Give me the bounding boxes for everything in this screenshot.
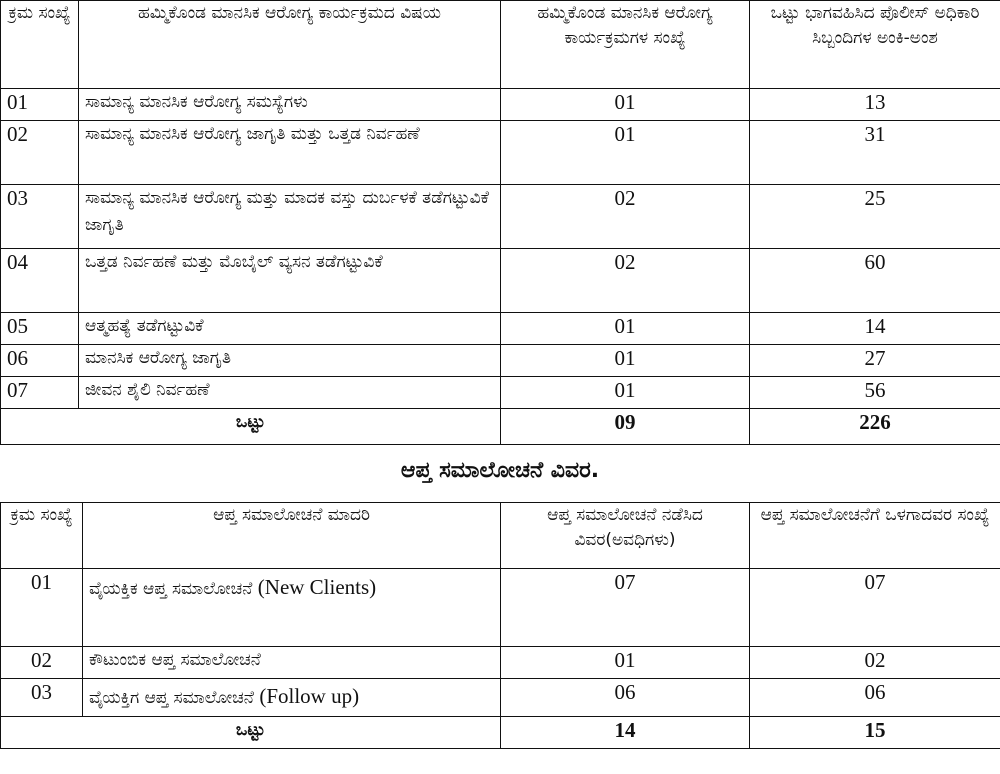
row-participant-count: 13 — [750, 89, 1000, 121]
row-program-count: 02 — [501, 249, 750, 313]
table-row — [1, 249, 1000, 313]
header-program-count: ಹಮ್ಮಿಕೊಂಡ ಮಾನಸಿಕ ಆರೋಗ್ಯ ಕಾರ್ಯಕ್ರಮಗಳ ಸಂಖ್ಯೆ — [501, 1, 750, 89]
row-sl-no: 02 — [1, 121, 79, 185]
row-client-count: 07 — [750, 569, 1000, 647]
row-type-kn: ಕೌಟುಂಬಿಕ ಆಪ್ತ ಸಮಾಲೋಚನೆ — [89, 650, 261, 670]
header-sl-no: ಕ್ರಮ ಸಂಖ್ಯೆ — [1, 503, 83, 569]
row-topic: ಜೀವನ ಶೈಲಿ ನಿರ್ವಹಣೆ — [79, 377, 501, 409]
table-row — [1, 89, 1000, 121]
row-type-en: (New Clients) — [257, 575, 377, 599]
row-participant-count: 60 — [750, 249, 1000, 313]
row-topic: ಒತ್ತಡ ನಿರ್ವಹಣೆ ಮತ್ತು ಮೊಬೈಲ್ ವ್ಯಸನ ತಡೆಗಟ್ಟುವಿಕೆ — [79, 249, 501, 313]
row-topic: ಆತ್ಮಹತ್ಯೆ ತಡೆಗಟ್ಟುವಿಕೆ — [79, 313, 501, 345]
counselling-details-heading: ಆಪ್ತ ಸಮಾಲೋಚನೆ ವಿವರ. — [400, 458, 600, 483]
row-sessions: 01 — [501, 647, 750, 679]
table-header-row — [1, 1, 1000, 89]
row-sessions: 06 — [501, 679, 750, 717]
row-program-count: 01 — [501, 121, 750, 185]
counselling-table — [0, 502, 1000, 749]
header-participant-count: ಒಟ್ಟು ಭಾಗವಹಿಸಿದ ಪೊಲೀಸ್ ಅಧಿಕಾರಿ ಸಿಬ್ಬಂದಿಗಳ ಅಂಕಿ-ಅಂಶ — [750, 1, 1000, 89]
table-row — [1, 185, 1000, 249]
table-row — [1, 377, 1000, 409]
total-client-count: 15 — [750, 717, 1000, 749]
table-row — [1, 679, 1000, 717]
table-row — [1, 121, 1000, 185]
row-counselling-type — [83, 569, 501, 647]
total-label: ಒಟ್ಟು — [1, 717, 501, 749]
row-program-count: 01 — [501, 377, 750, 409]
row-sl-no: 05 — [1, 313, 79, 345]
row-sl-no: 06 — [1, 345, 79, 377]
table-row — [1, 647, 1000, 679]
row-client-count: 06 — [750, 679, 1000, 717]
row-sl-no: 04 — [1, 249, 79, 313]
row-program-count: 01 — [501, 345, 750, 377]
row-participant-count: 31 — [750, 121, 1000, 185]
total-row — [1, 717, 1000, 749]
row-sessions: 07 — [501, 569, 750, 647]
total-label: ಒಟ್ಟು — [1, 409, 501, 445]
total-sessions: 14 — [501, 717, 750, 749]
table-header-row — [1, 503, 1000, 569]
row-sl-no: 01 — [1, 89, 79, 121]
row-sl-no: 01 — [1, 569, 83, 647]
row-counselling-type — [83, 647, 501, 679]
row-topic: ಸಾಮಾನ್ಯ ಮಾನಸಿಕ ಆರೋಗ್ಯ ಮತ್ತು ಮಾದಕ ವಸ್ತು ದುರ್ಬಳಕೆ ತಡೆಗಟ್ಟುವಿಕೆ ಜಾಗೃತಿ — [79, 185, 501, 249]
row-sl-no: 07 — [1, 377, 79, 409]
total-participant-count: 226 — [750, 409, 1000, 445]
row-participant-count: 14 — [750, 313, 1000, 345]
header-client-count: ಆಪ್ತ ಸಮಾಲೋಚನೆಗೆ ಒಳಗಾದವರ ಸಂಖ್ಯೆ — [750, 503, 1000, 569]
row-participant-count: 56 — [750, 377, 1000, 409]
row-topic: ಸಾಮಾನ್ಯ ಮಾನಸಿಕ ಆರೋಗ್ಯ ಜಾಗೃತಿ ಮತ್ತು ಒತ್ತಡ ನಿರ್ವಹಣೆ — [79, 121, 501, 185]
row-type-kn: ವೈಯಕ್ತಿಕ ಆಪ್ತ ಸಮಾಲೋಚನೆ — [89, 579, 253, 599]
row-sl-no: 02 — [1, 647, 83, 679]
table-row — [1, 569, 1000, 647]
header-program-topic: ಹಮ್ಮಿಕೊಂಡ ಮಾನಸಿಕ ಆರೋಗ್ಯ ಕಾರ್ಯಕ್ರಮದ ವಿಷಯ — [79, 1, 501, 89]
row-type-en: (Follow up) — [259, 684, 360, 708]
total-program-count: 09 — [501, 409, 750, 445]
total-row — [1, 409, 1000, 445]
row-client-count: 02 — [750, 647, 1000, 679]
row-type-kn: ವೈಯಕ್ತಿಗ ಆಪ್ತ ಸಮಾಲೋಚನೆ — [89, 688, 254, 708]
header-counselling-type: ಆಪ್ತ ಸಮಾಲೋಚನೆ ಮಾದರಿ — [83, 503, 501, 569]
row-topic: ಮಾನಸಿಕ ಆರೋಗ್ಯ ಜಾಗೃತಿ — [79, 345, 501, 377]
row-counselling-type — [83, 679, 501, 717]
table-row — [1, 345, 1000, 377]
header-sessions: ಆಪ್ತ ಸಮಾಲೋಚನೆ ನಡೆಸಿದ ವಿವರ(ಅವಧಿಗಳು) — [501, 503, 750, 569]
row-participant-count: 25 — [750, 185, 1000, 249]
row-participant-count: 27 — [750, 345, 1000, 377]
row-sl-no: 03 — [1, 185, 79, 249]
row-program-count: 01 — [501, 313, 750, 345]
row-sl-no: 03 — [1, 679, 83, 717]
table-row — [1, 313, 1000, 345]
row-topic: ಸಾಮಾನ್ಯ ಮಾನಸಿಕ ಆರೋಗ್ಯ ಸಮಸ್ಯೆಗಳು — [79, 89, 501, 121]
row-program-count: 02 — [501, 185, 750, 249]
row-program-count: 01 — [501, 89, 750, 121]
header-sl-no: ಕ್ರಮ ಸಂಖ್ಯೆ — [1, 1, 79, 89]
